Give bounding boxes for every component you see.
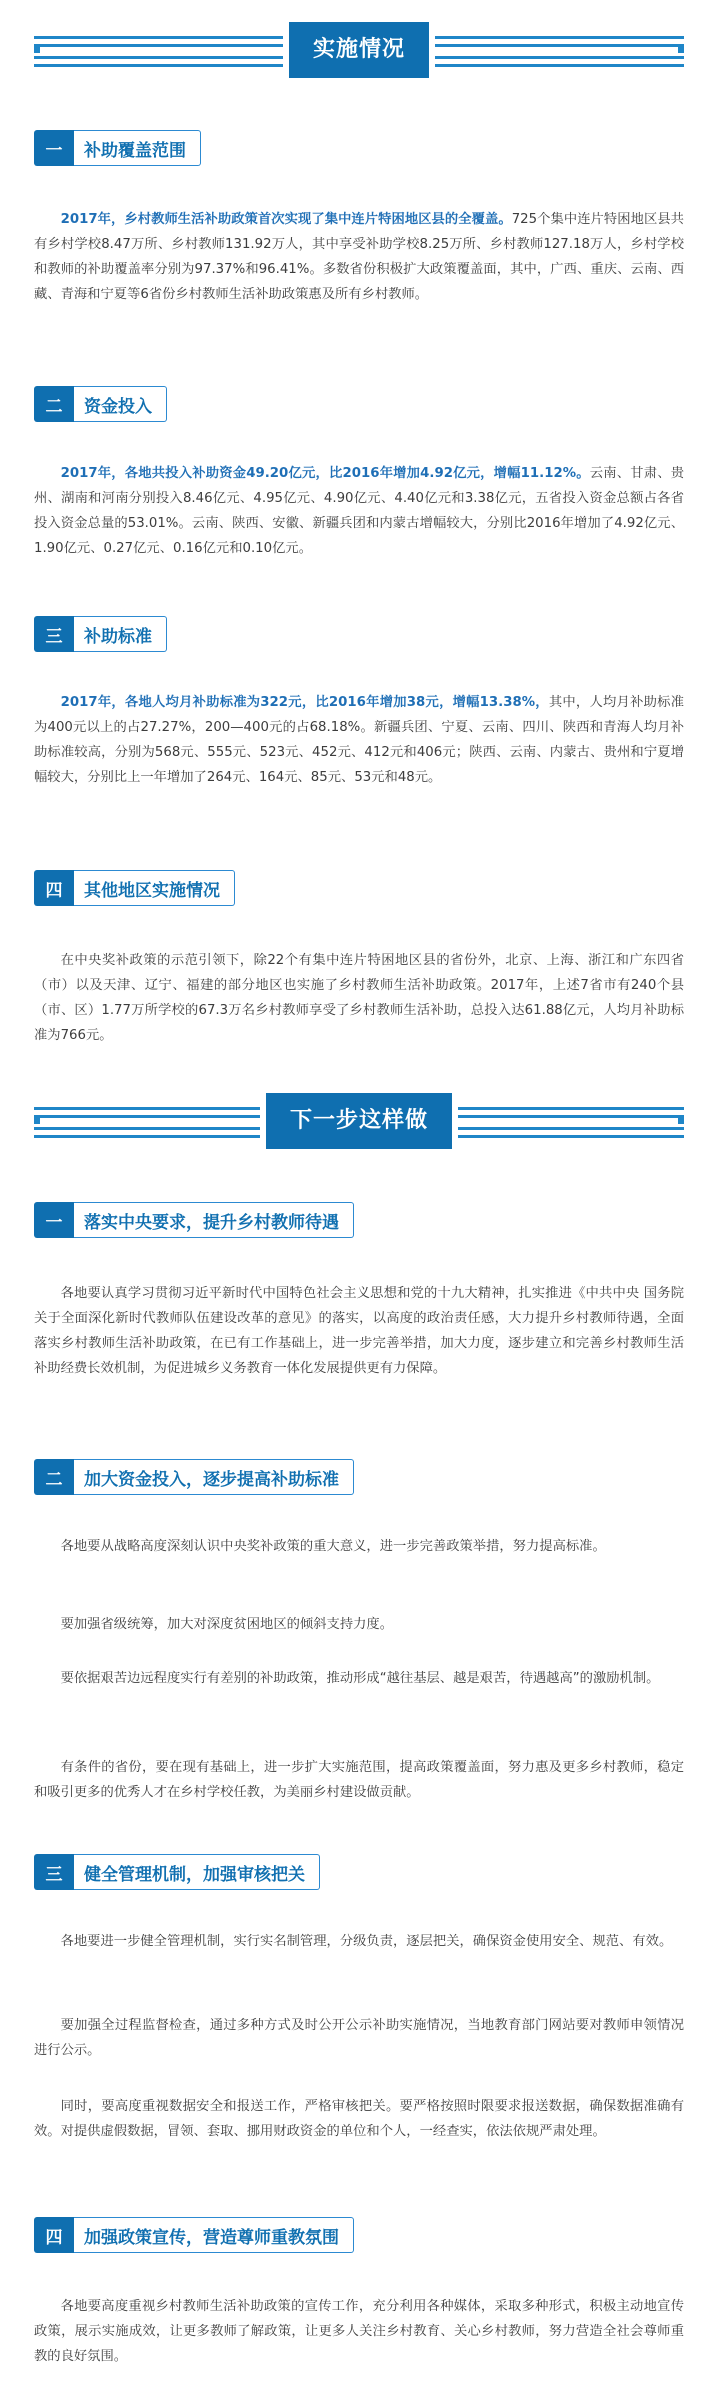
subheading-standard <box>34 616 167 652</box>
body-text: 在中央奖补政策的示范引领下，除22个有集中连片特困地区县的省份外，北京、上海、浙江和广东四省（市）以及天津、辽宁、福建的部分地区也实施了乡村教师生活补助政策。2017年，上述7省市有240个县（市、区）1.77万所学校的67.3万名乡村教师享受了乡村教师生活补助，总投入达61.88亿元，人均月补助标准为766元。 <box>34 953 684 1043</box>
subheading-number: 一 <box>34 130 74 166</box>
paragraph: 各地要进一步健全管理机制，实行实名制管理，分级负责，逐层把关，确保资金使用安全、规范、有效。 <box>60 1934 673 1949</box>
paragraph-coverage <box>34 207 684 307</box>
subheading-funding <box>34 386 167 422</box>
subheading-number: 二 <box>34 1459 74 1495</box>
subheading-label: 加大资金投入，逐步提高补助标准 <box>74 1459 354 1495</box>
subheading-other-regions <box>34 870 235 906</box>
paragraph: 要依据艰苦边远程度实行有差别的补助政策，推动形成“越往基层、越是艰苦，待遇越高”的激励机制。 <box>60 1671 660 1686</box>
section-banner-implementation <box>34 22 684 78</box>
subheading-label: 落实中央要求，提升乡村教师待遇 <box>74 1202 354 1238</box>
highlight-text: 2017年，各地共投入补助资金49.20亿元，比2016年增加4.92亿元，增幅11.12%。 <box>60 466 590 481</box>
subheading-central-requirements <box>34 1202 354 1238</box>
body-text: 其中，人均月补助标准为400元以上的占27.27%，200—400元的占68.18%。新疆兵团、宁夏、云南、四川、陕西和青海人均月补助标准较高，分别为568元、555元、523元、452元、412元和406元；陕西、云南、内蒙古、贵州和宁夏增幅较大，分别比上一年增加了264元、164元、85元、53元和48元。 <box>34 695 684 785</box>
body-text: 云南、甘肃、贵州、湖南和河南分别投入8.46亿元、4.95亿元、4.90亿元、4.40亿元和3.38亿元，五省投入资金总额占各省投入资金总量的53.01%。云南、陕西、安徽、新疆兵团和内蒙古增幅较大，分别比2016年增加了4.92亿元、1.90亿元、0.27亿元、0.16亿元和0.10亿元。 <box>34 466 685 556</box>
subheading-label: 健全管理机制，加强审核把关 <box>74 1854 320 1890</box>
paragraph: 各地要认真学习贯彻习近平新时代中国特色社会主义思想和党的十九大精神，扎实推进《中共中央 国务院关于全面深化新时代教师队伍建设改革的意见》的落实，以高度的政治责任感，大力提升乡村教师待遇，全面落实乡村教师生活补助政策，在已有工作基础上，进一步完善举措，加大力度，逐步建立和完善乡村教师生活补助经费长效机制，为促进城乡义务教育一体化发展提供更有力保障。 <box>34 1286 684 1376</box>
subheading-label: 其他地区实施情况 <box>74 870 235 906</box>
subheading-number: 三 <box>34 1854 74 1890</box>
paragraph: 要加强全过程监督检查，通过多种方式及时公开公示补助实施情况，当地教育部门网站要对教师申领情况进行公示。 <box>34 2018 684 2058</box>
section-title: 实施情况 <box>289 22 429 78</box>
subheading-label: 资金投入 <box>74 386 167 422</box>
paragraph: 各地要高度重视乡村教师生活补助政策的宣传工作，充分利用各种媒体，采取多种形式，积极主动地宣传政策，展示实施成效，让更多教师了解政策，让更多人关注乡村教育、关心乡村教师，努力营造全社会尊师重教的良好氛围。 <box>34 2299 684 2364</box>
paragraph: 各地要从战略高度深刻认识中央奖补政策的重大意义，进一步完善政策举措，努力提高标准。 <box>60 1539 606 1554</box>
subheading-number: 一 <box>34 1202 74 1238</box>
subheading-label: 补助覆盖范围 <box>74 130 201 166</box>
paragraph-funding <box>34 461 684 561</box>
paragraph: 要加强省级统筹，加大对深度贫困地区的倾斜支持力度。 <box>60 1617 394 1632</box>
subheading-number: 三 <box>34 616 74 652</box>
subheading-increase-funding <box>34 1459 354 1495</box>
paragraph: 同时，要高度重视数据安全和报送工作，严格审核把关。要严格按照时限要求报送数据，确保数据准确有效。对提供虚假数据，冒领、套取、挪用财政资金的单位和个人，一经查实，依法依规严肃处理。 <box>34 2099 684 2139</box>
section-title: 下一步这样做 <box>266 1093 452 1149</box>
subheading-number: 四 <box>34 2217 74 2253</box>
subheading-number: 二 <box>34 386 74 422</box>
paragraph: 有条件的省份，要在现有基础上，进一步扩大实施范围，提高政策覆盖面，努力惠及更多乡村教师，稳定和吸引更多的优秀人才在乡村学校任教，为美丽乡村建设做贡献。 <box>34 1760 684 1800</box>
section-banner-next-steps <box>34 1093 684 1149</box>
subheading-coverage <box>34 130 201 166</box>
paragraph-other-regions <box>34 948 684 1048</box>
subheading-label: 加强政策宣传，营造尊师重教氛围 <box>74 2217 354 2253</box>
subheading-management <box>34 1854 320 1890</box>
highlight-text: 2017年，乡村教师生活补助政策首次实现了集中连片特困地区县的全覆盖。 <box>60 212 512 227</box>
subheading-number: 四 <box>34 870 74 906</box>
subheading-publicity <box>34 2217 354 2253</box>
subheading-label: 补助标准 <box>74 616 167 652</box>
highlight-text: 2017年，各地人均月补助标准为322元，比2016年增加38元，增幅13.38%， <box>60 695 549 710</box>
paragraph-standard <box>34 690 684 790</box>
body-text: 725个集中连片特困地区县共有乡村学校8.47万所、乡村教师131.92万人，其中享受补助学校8.25万所、乡村教师127.18万人，乡村学校和教师的补助覆盖率分别为97.37%和96.41%。多数省份积极扩大政策覆盖面，其中，广西、重庆、云南、西藏、青海和宁夏等6省份乡村教师生活补助政策惠及所有乡村教师。 <box>34 212 684 302</box>
